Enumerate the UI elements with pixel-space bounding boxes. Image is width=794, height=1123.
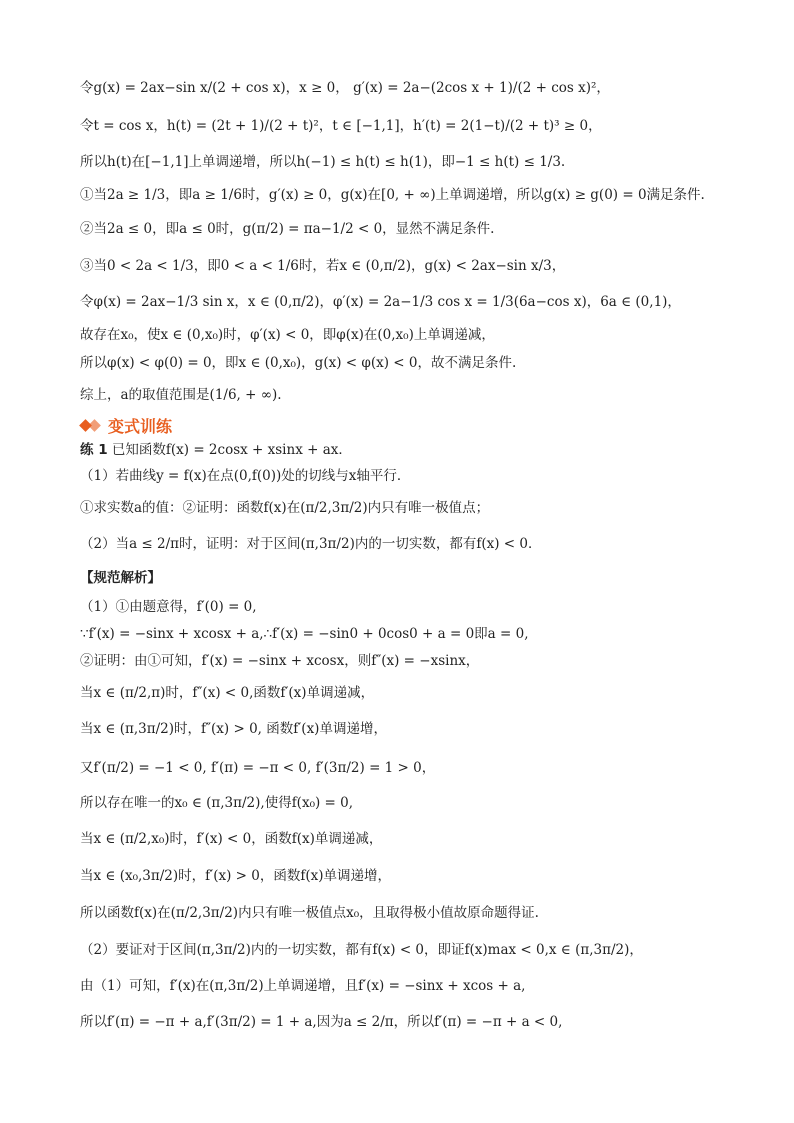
text-line: 故存在x₀，使x ∈ (0,x₀)时，φ′(x) < 0，即φ(x)在(0,x₀)上单调递减， [80, 327, 495, 343]
solution-line: 所以f′(π) = −π + a,f′(3π/2) = 1 + a,因为a ≤ 2/π，所以f′(π) = −π + a < 0, [80, 1014, 563, 1030]
solution-line: ②证明：由①可知，f′(x) = −sinx + xcosx，则f″(x) = −xsinx， [80, 653, 480, 669]
exercise-stem-text: 已知函数f(x) = 2cosx + xsinx + ax． [111, 442, 352, 458]
solution-line: （2）要证对于区间(π,3π/2)内的一切实数，都有f(x) < 0，即证f(x)max < 0,x ∈ (π,3π/2)， [80, 942, 643, 958]
solution-line: 当x ∈ (x₀,3π/2)时，f′(x) > 0，函数f(x)单调递增， [80, 868, 391, 884]
solution-line: 所以存在唯一的x₀ ∈ (π,3π/2),使得f(x₀) = 0, [80, 795, 354, 811]
exercise-label: 练 1 [80, 442, 108, 458]
text-line: 综上，a的取值范围是(1/6, + ∞). [80, 387, 282, 403]
section-header [80, 414, 172, 437]
text-line: ③当0 < 2a < 1/3，即0 < a < 1/6时，若x ∈ (0,π/2)，g(x) < 2ax−sin x/3， [80, 258, 566, 274]
text-line: 令g(x) = 2ax−sin x/(2 + cos x)，x ≥ 0， g′(x) = 2a−(2cos x + 1)/(2 + cos x)²， [80, 80, 610, 96]
solution-line: 由（1）可知，f′(x)在(π,3π/2)上单调递增，且f′(x) = −sinx + xcos + a, [80, 978, 526, 994]
solution-line: ∵f′(x) = −sinx + xcosx + a,∴f′(x) = −sin0 + 0cos0 + a = 0即a = 0, [80, 626, 529, 642]
solution-line: 所以函数f(x)在(π/2,3π/2)内只有唯一极值点x₀，且取得极小值故原命题得证. [80, 905, 539, 921]
solution-line: 当x ∈ (π/2,π)时，f″(x) < 0,函数f′(x)单调递减， [80, 685, 375, 701]
solution-line: （1）①由题意得，f′(0) = 0, [80, 599, 257, 615]
text-line: 所以h(t)在[−1,1]上单调递增，所以h(−1) ≤ h(t) ≤ h(1)，即−1 ≤ h(t) ≤ 1/3. [80, 154, 566, 170]
solution-line: 当x ∈ (π,3π/2)时，f″(x) > 0, 函数f′(x)单调递增， [80, 721, 387, 737]
text-line: ①当2a ≥ 1/3，即a ≥ 1/6时，g′(x) ≥ 0，g(x)在[0, + ∞)上单调递增，所以g(x) ≥ g(0) = 0满足条件. [80, 187, 705, 203]
exercise-stem [80, 440, 734, 460]
text-line: 令φ(x) = 2ax−1/3 sin x，x ∈ (0,π/2)，φ′(x) = 2a−1/3 cos x = 1/3(6a−cos x)，6a ∈ (0,1)， [80, 294, 681, 310]
diamond-icon [80, 419, 102, 433]
text-line: 所以φ(x) < φ(0) = 0，即x ∈ (0,x₀)，g(x) < φ(x) < 0，故不满足条件. [80, 355, 517, 371]
solution-line: 当x ∈ (π/2,x₀)时，f′(x) < 0，函数f(x)单调递减， [80, 831, 383, 847]
text-line: 令t = cos x，h(t) = (2t + 1)/(2 + t)²，t ∈ [−1,1]，h′(t) = 2(1−t)/(2 + t)³ ≥ 0， [80, 118, 602, 134]
exercise-part1: （1）若曲线y = f(x)在点(0,f(0))处的切线与x轴平行． [80, 468, 411, 484]
solution-line: 又f′(π/2) = −1 < 0, f′(π) = −π < 0, f′(3π/2) = 1 > 0， [80, 760, 436, 776]
exercise-part1-sub: ①求实数a的值：②证明：函数f(x)在(π/2,3π/2)内只有唯一极值点； [80, 500, 490, 516]
exercise-part2: （2）当a ≤ 2/π时，证明：对于区间(π,3π/2)内的一切实数，都有f(x) < 0． [80, 536, 542, 552]
text-line: ②当2a ≤ 0，即a ≤ 0时，g(π/2) = πa−1/2 < 0，显然不满足条件. [80, 221, 495, 237]
solution-title: 【规范解析】 [80, 570, 161, 586]
section-title: 变式训练 [108, 417, 173, 436]
